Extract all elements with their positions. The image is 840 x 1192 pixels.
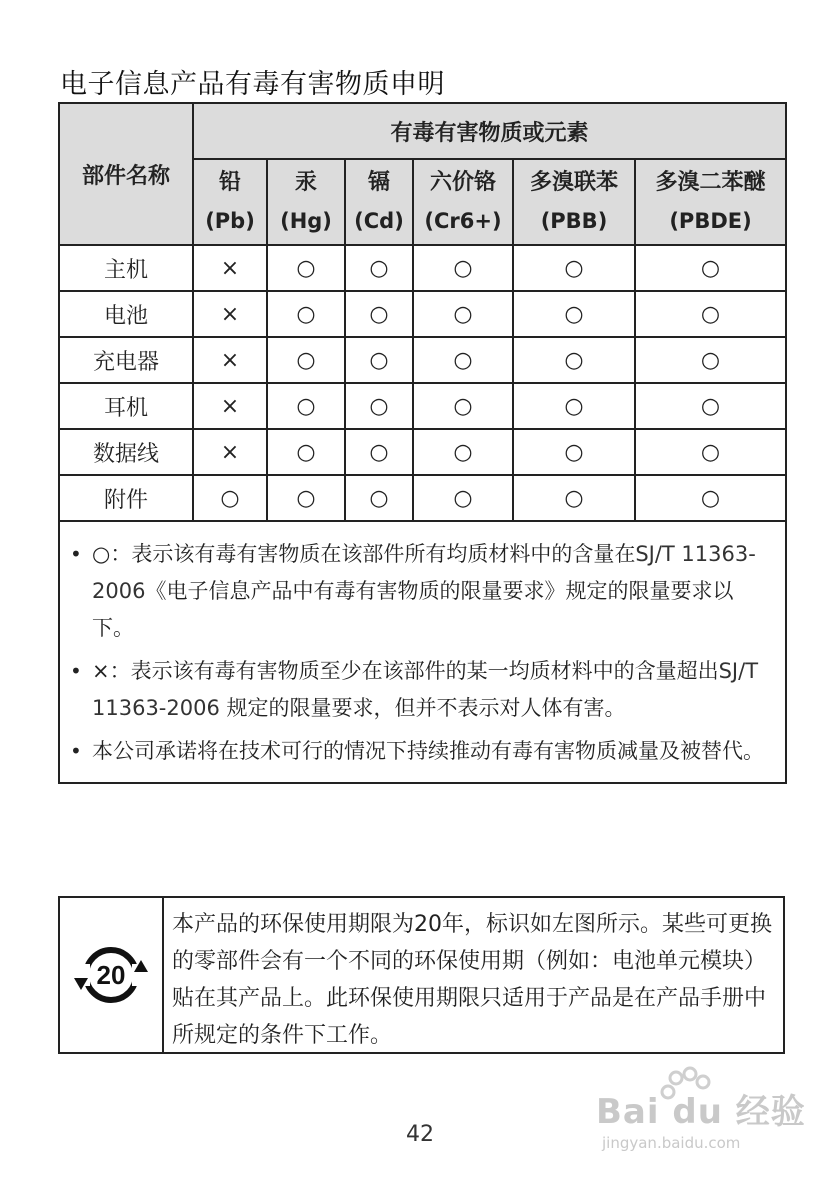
- table-row: [59, 291, 786, 337]
- part-name: 主机: [59, 245, 193, 291]
- mark-cell: ○: [513, 291, 635, 337]
- mark-cell: ○: [635, 245, 786, 291]
- element-header-pbb: 多溴联苯 (PBB): [513, 159, 635, 245]
- mark-cell: ○: [635, 475, 786, 521]
- mark-cell: ○: [345, 475, 413, 521]
- standard-code: SJ/T 11363-2006: [92, 542, 756, 603]
- mark-cell: ○: [267, 429, 345, 475]
- table-row: [59, 383, 786, 429]
- mark-cell: ○: [413, 383, 513, 429]
- mark-cell: ○: [513, 475, 635, 521]
- part-name: 耳机: [59, 383, 193, 429]
- element-header-pb: 铅 (Pb): [193, 159, 267, 245]
- notes-section: [59, 521, 786, 783]
- mark-cell: ○: [635, 291, 786, 337]
- bullet: •: [70, 739, 82, 763]
- bullet: •: [70, 659, 82, 683]
- note-circle-meaning: • ○：表示该有毒有害物质在该部件所有均质材料中的含量在SJ/T 11363-2006《电子信息产品中有毒有害物质的限量要求》规定的限量要求以下。: [70, 536, 773, 647]
- mark-cell: ○: [413, 429, 513, 475]
- element-header-cr6: 六价铬 (Cr6+): [413, 159, 513, 245]
- mark-cell: ×: [193, 337, 267, 383]
- page-number: 42: [406, 1122, 434, 1147]
- eco-period-text: 本产品的环保使用期限为20年，标识如左图所示。某些可更换的零部件会有一个不同的环保使用期（例如：电池单元模块）贴在其产品上。此环保使用期限只适用于产品是在产品手册中所规定的条件下工作。: [172, 912, 772, 1048]
- eco-logo-number: 20: [96, 960, 126, 990]
- part-name: 充电器: [59, 337, 193, 383]
- substance-group-header: 有毒有害物质或元素: [193, 103, 786, 159]
- element-header-cd: 镉 (Cd): [345, 159, 413, 245]
- mark-cell: ×: [193, 291, 267, 337]
- mark-cell: ○: [345, 291, 413, 337]
- mark-cell: ○: [513, 337, 635, 383]
- bullet: •: [70, 542, 82, 566]
- mark-cell: ○: [413, 291, 513, 337]
- mark-cell: ○: [267, 475, 345, 521]
- mark-cell: ○: [267, 291, 345, 337]
- mark-cell: ○: [345, 337, 413, 383]
- mark-cell: ○: [635, 429, 786, 475]
- table-row: [59, 245, 786, 291]
- table-row: [59, 475, 786, 521]
- mark-cell: ○: [345, 245, 413, 291]
- mark-cell: ○: [513, 429, 635, 475]
- table-row: [59, 429, 786, 475]
- table-row: [59, 337, 786, 383]
- mark-cell: ○: [345, 383, 413, 429]
- mark-cell: ○: [635, 337, 786, 383]
- part-name: 数据线: [59, 429, 193, 475]
- standard-code: SJ/T 11363-2006: [92, 659, 759, 720]
- mark-cell: ○: [413, 245, 513, 291]
- mark-cell: ○: [513, 245, 635, 291]
- recycle-20-icon: [74, 942, 148, 1008]
- mark-cell: ○: [413, 475, 513, 521]
- part-name: 附件: [59, 475, 193, 521]
- mark-cell: ○: [635, 383, 786, 429]
- mark-cell: ○: [413, 337, 513, 383]
- element-header-pbde: 多溴二苯醚 (PBDE): [635, 159, 786, 245]
- mark-cell: ×: [193, 245, 267, 291]
- mark-cell: ○: [345, 429, 413, 475]
- watermark-main: Bai du 经验: [596, 1092, 806, 1132]
- mark-cell: ×: [193, 429, 267, 475]
- element-header-hg: 汞 (Hg): [267, 159, 345, 245]
- baidu-watermark: [596, 1064, 816, 1164]
- page-title: 电子信息产品有毒有害物质申明: [60, 69, 445, 100]
- note-commitment: • 本公司承诺将在技术可行的情况下持续推动有毒有害物质减量及被替代。: [70, 733, 773, 770]
- mark-cell: ×: [193, 383, 267, 429]
- note-cross-meaning: • ×：表示该有毒有害物质至少在该部件的某一均质材料中的含量超出SJ/T 11363-2006 规定的限量要求，但并不表示对人体有害。: [70, 653, 773, 727]
- part-name: 电池: [59, 291, 193, 337]
- hazardous-substances-table: [58, 102, 787, 784]
- mark-cell: ○: [267, 245, 345, 291]
- eco-logo-cell: [60, 898, 164, 1052]
- mark-cell: ○: [267, 337, 345, 383]
- eco-period-box: [58, 896, 785, 1054]
- watermark-sub: jingyan.baidu.com: [602, 1134, 741, 1152]
- mark-cell: ○: [193, 475, 267, 521]
- mark-cell: ○: [513, 383, 635, 429]
- mark-cell: ○: [267, 383, 345, 429]
- part-name-header: 部件名称: [59, 103, 193, 245]
